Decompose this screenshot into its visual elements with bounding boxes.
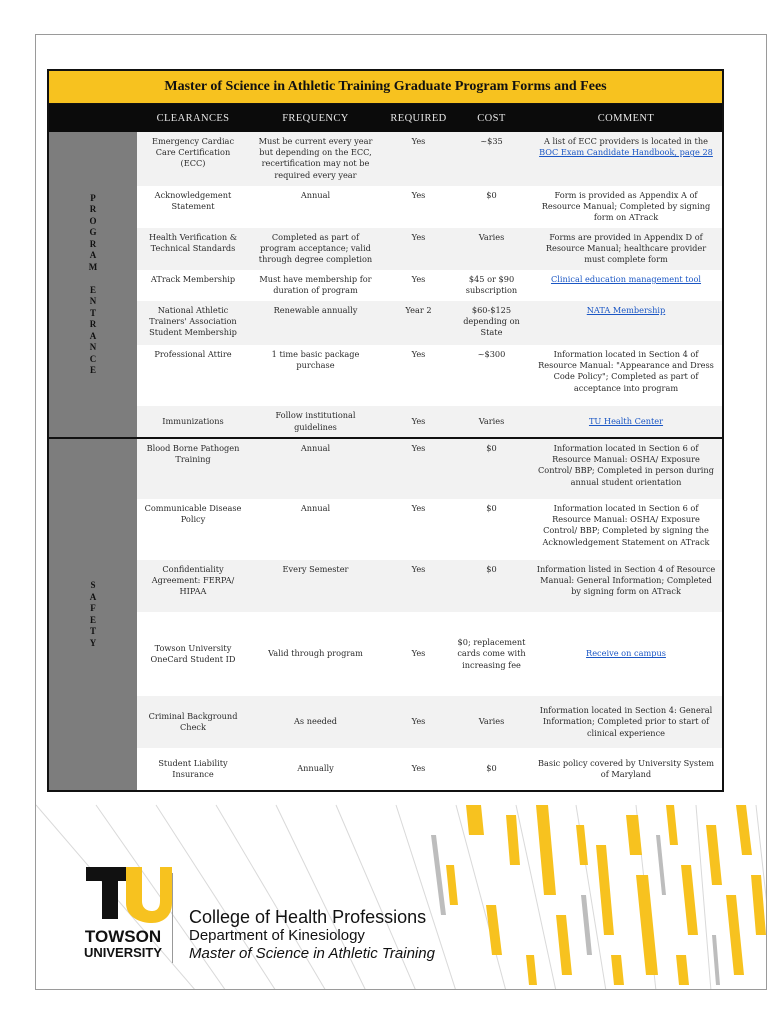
side-letter: O bbox=[89, 215, 97, 226]
side-letter: R bbox=[89, 238, 97, 249]
table-row bbox=[137, 612, 722, 696]
side-letter: Y bbox=[89, 637, 97, 648]
table-title: Master of Science in Athletic Training Graduate Program Forms and Fees bbox=[49, 71, 722, 104]
towson-logo bbox=[68, 863, 180, 963]
section-side-label-program-entrance bbox=[49, 132, 137, 437]
cell-required: Yes bbox=[411, 136, 426, 146]
document-page bbox=[35, 34, 767, 990]
table-row bbox=[137, 228, 722, 270]
cell-cost: $0 bbox=[486, 763, 497, 774]
cell-frequency: Annually bbox=[297, 763, 334, 774]
side-letter: E bbox=[89, 365, 96, 375]
side-letter: P bbox=[90, 192, 96, 203]
side-letter: G bbox=[89, 227, 97, 237]
section-rows bbox=[137, 439, 722, 790]
side-letter: A bbox=[89, 330, 97, 341]
cell-comment: Forms are provided in Appendix D of Resource Manual; healthcare provider must complete form bbox=[545, 232, 707, 265]
cell-required: Yes bbox=[411, 564, 426, 574]
cell-frequency: Must be current every year but depending on the ECC, recertification may not be required every year bbox=[258, 136, 373, 180]
table-row bbox=[137, 439, 722, 499]
cell-required: Yes bbox=[411, 190, 426, 200]
cell-clearance: Criminal Background Check bbox=[148, 710, 238, 732]
cell-cost: $0; replacement cards come with increasing fee bbox=[457, 637, 526, 670]
section-safety bbox=[49, 437, 722, 790]
cell-clearance: Towson University OneCard Student ID bbox=[150, 642, 236, 664]
cell-clearance: Acknowledgement Statement bbox=[154, 190, 232, 212]
cell-comment bbox=[530, 301, 722, 345]
cell-clearance: Blood Borne Pathogen Training bbox=[146, 443, 240, 465]
side-letter: F bbox=[90, 603, 96, 613]
side-letter: C bbox=[89, 353, 97, 364]
tu-mark-icon bbox=[68, 863, 178, 925]
logo-word-towson: TOWSON bbox=[84, 927, 162, 946]
header-frequency: FREQUENCY bbox=[282, 112, 349, 124]
table-row bbox=[137, 301, 722, 345]
cell-comment: Information located in Section 4 of Resource Manual: "Appearance and Dress Code Policy"; Completed as part of acceptance into program bbox=[538, 349, 714, 393]
cell-comment bbox=[530, 612, 722, 696]
side-letter: S bbox=[90, 580, 96, 590]
side-letter: E bbox=[89, 614, 96, 625]
cell-required: Yes bbox=[411, 503, 426, 513]
side-letter: N bbox=[89, 296, 97, 306]
side-label-letters bbox=[89, 193, 98, 377]
cell-cost: ~$35 bbox=[480, 136, 503, 146]
cell-cost: Varies bbox=[478, 232, 505, 242]
table-row bbox=[137, 560, 722, 612]
side-letter: R bbox=[89, 204, 97, 214]
cell-required: Yes bbox=[411, 349, 426, 359]
cell-cost: $0 bbox=[486, 190, 497, 200]
cell-comment: Information listed in Section 4 of Resource Manual: General Information; Completed by signing form on ATrack bbox=[536, 564, 716, 597]
cell-required: Year 2 bbox=[405, 305, 432, 315]
atrack-link[interactable]: Clinical education management tool bbox=[550, 274, 702, 284]
cell-frequency: Annual bbox=[300, 503, 331, 513]
cell-required: Yes bbox=[411, 648, 426, 659]
cell-frequency: Valid through program bbox=[268, 648, 363, 659]
cell-frequency: Every Semester bbox=[282, 564, 349, 574]
cell-required: Yes bbox=[411, 763, 426, 774]
cell-cost: ~$300 bbox=[477, 349, 506, 359]
side-letter: A bbox=[89, 591, 97, 602]
side-letter: T bbox=[89, 626, 96, 636]
table-row bbox=[137, 132, 722, 186]
cell-comment bbox=[530, 132, 722, 186]
header-required: REQUIRED bbox=[390, 112, 447, 124]
cell-clearance: ATrack Membership bbox=[150, 274, 236, 284]
table-row bbox=[137, 748, 722, 790]
forms-fees-table bbox=[47, 69, 724, 792]
college-info bbox=[189, 907, 435, 963]
side-letter: T bbox=[89, 307, 96, 318]
cell-required: Yes bbox=[411, 716, 426, 727]
side-label-letters bbox=[90, 580, 97, 649]
cell-cost: $0 bbox=[486, 443, 497, 453]
cell-cost: Varies bbox=[478, 415, 505, 426]
receive-on-campus-link[interactable]: Receive on campus bbox=[586, 648, 666, 659]
table-row bbox=[137, 270, 722, 301]
program-name: Master of Science in Athletic Training bbox=[189, 945, 435, 962]
cell-comment: Information located in Section 4: General Information; Completed prior to start of clinical experience bbox=[539, 705, 713, 738]
cell-frequency: Follow institutional guidelines bbox=[275, 410, 356, 432]
cell-cost: $60-$125 depending on State bbox=[463, 305, 520, 338]
cell-clearance: National Athletic Trainers' Association Student Membership bbox=[149, 305, 237, 338]
table-body bbox=[49, 132, 722, 790]
cell-clearance: Student Liability Insurance bbox=[158, 757, 228, 779]
cell-comment bbox=[530, 270, 722, 301]
cell-frequency: Renewable annually bbox=[273, 305, 358, 315]
logo-word-university: UNIVERSITY bbox=[83, 945, 162, 960]
side-letter: N bbox=[89, 342, 97, 352]
tu-health-center-link[interactable]: TU Health Center bbox=[588, 415, 664, 426]
cell-comment: Information located in Section 6 of Resource Manual: OSHA/ Exposure Control/ BBP; Completed by signing the Acknowledgement Statement on ATrack bbox=[542, 503, 710, 547]
cell-clearance: Health Verification & Technical Standards bbox=[148, 232, 238, 254]
table-row bbox=[137, 499, 722, 560]
cell-cost: $45 or $90 subscription bbox=[465, 274, 518, 296]
section-rows bbox=[137, 132, 722, 437]
cell-frequency: Annual bbox=[300, 190, 331, 200]
table-row bbox=[137, 696, 722, 748]
table-row bbox=[137, 406, 722, 437]
header-comment: COMMENT bbox=[597, 112, 655, 124]
comment-text: A list of ECC providers is located in the bbox=[544, 136, 708, 146]
cell-comment bbox=[530, 406, 722, 437]
cell-frequency: Annual bbox=[300, 443, 331, 453]
cell-required: Yes bbox=[411, 443, 426, 453]
table-row bbox=[137, 186, 722, 228]
department-name: Department of Kinesiology bbox=[189, 927, 365, 944]
cell-cost: $0 bbox=[486, 503, 497, 513]
cell-required: Yes bbox=[411, 232, 426, 242]
boc-handbook-link[interactable]: BOC Exam Candidate Handbook, page 28 bbox=[539, 147, 713, 158]
cell-frequency: Completed as part of program acceptance; valid through degree completion bbox=[258, 232, 373, 265]
table-row bbox=[137, 345, 722, 406]
nata-membership-link[interactable]: NATA Membership bbox=[586, 305, 666, 315]
side-letter: M bbox=[88, 261, 98, 272]
side-letter: E bbox=[89, 284, 96, 295]
header-clearances: CLEARANCES bbox=[156, 112, 230, 124]
cell-cost: Varies bbox=[478, 716, 505, 727]
cell-cost: $0 bbox=[486, 564, 497, 574]
side-letter: A bbox=[89, 250, 97, 260]
cell-frequency: Must have membership for duration of program bbox=[259, 274, 372, 296]
cell-comment: Information located in Section 6 of Resource Manual: OSHA/ Exposure Control/ BBP; Completed in person during annual student orientation bbox=[538, 443, 714, 487]
section-side-label-safety bbox=[49, 439, 137, 790]
cell-required: Yes bbox=[411, 274, 426, 284]
header-cost: COST bbox=[477, 112, 506, 124]
cell-clearance: Emergency Cardiac Care Certification (ECC) bbox=[151, 136, 235, 169]
cell-frequency: 1 time basic package purchase bbox=[271, 349, 360, 371]
cell-clearance: Professional Attire bbox=[154, 349, 232, 359]
cell-comment: Basic policy covered by University System of Maryland bbox=[537, 757, 715, 779]
logo-divider bbox=[172, 873, 173, 963]
cell-clearance: Immunizations bbox=[162, 415, 224, 426]
cell-comment: Form is provided as Appendix A of Resource Manual; Completed by signing form on ATrack bbox=[541, 190, 711, 223]
cell-clearance: Confidentiality Agreement: FERPA/ HIPAA bbox=[151, 564, 235, 597]
section-program-entrance bbox=[49, 132, 722, 437]
cell-frequency: As needed bbox=[293, 716, 337, 727]
table-header-row bbox=[49, 104, 722, 132]
cell-clearance: Communicable Disease Policy bbox=[144, 503, 242, 525]
cell-required: Yes bbox=[411, 415, 426, 426]
side-letter: R bbox=[89, 319, 97, 329]
college-name: College of Health Professions bbox=[189, 907, 427, 927]
